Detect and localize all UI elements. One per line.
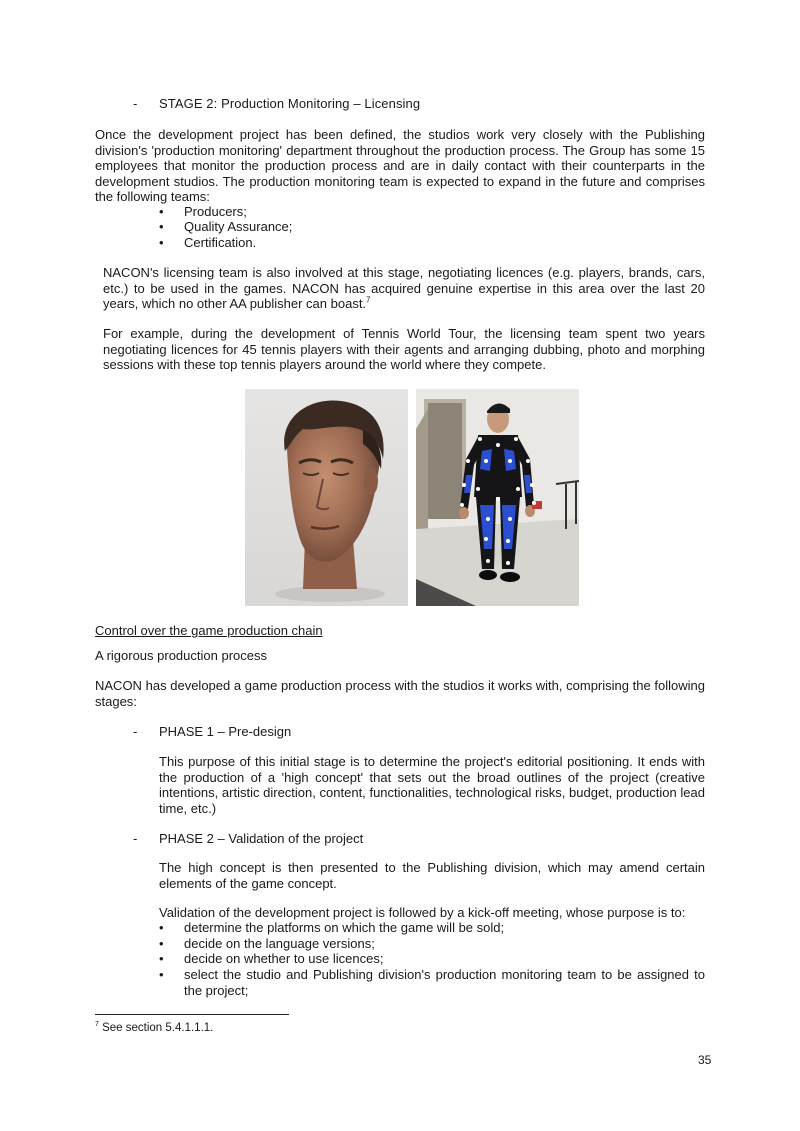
list-item [159,936,705,952]
phase2-heading: PHASE 2 – Validation of the project [159,831,364,846]
bullet-icon: • [159,204,164,219]
motion-capture-image [416,389,579,606]
kickoff-item: select the studio and Publishing division's production monitoring team to be assigned to the project; [184,967,705,998]
phase1-dash: - [133,724,138,739]
example-paragraph: For example, during the development of Tennis World Tour, the licensing team spent two years negotiating licences for 45 tennis players with their agents and arranging dubbing, photo and morphing sessions with these top tennis players around the world where they compete. [103,326,705,372]
kickoff-item: decide on the language versions; [184,936,375,951]
phase2-text1: The high concept is then presented to the Publishing division, which may amend certain elements of the game concept. [159,860,705,891]
footnote-ref[interactable]: 7 [366,295,371,305]
bullet-icon: • [159,967,164,982]
stage2-heading: STAGE 2: Production Monitoring – Licensing [159,96,421,111]
page-number: 35 [698,1053,712,1067]
control-heading: Control over the game production chain [95,623,323,638]
bullet-icon: • [159,920,164,935]
footnote-text: See section 5.4.1.1.1. [102,1021,214,1034]
bullet-icon: • [159,951,164,966]
phase2-dash: - [133,831,138,846]
phase1-text: This purpose of this initial stage is to determine the project's editorial positioning. It ends with the production of a 'high concept' that sets out the broad outlines of the project (creative intentions, artistic direction, content, functionalities, technological risks, budget, production lead time, etc.) [159,754,705,816]
licensing-text: NACON's licensing team is also involved at this stage, negotiating licences (e.g. players, brands, cars, etc.) to be used in the games. NACON has acquired genuine expertise in this area over the last 20 years, which no other AA publisher can boast. [103,265,705,311]
team-item: Certification. [184,235,257,250]
control-intro: NACON has developed a game production process with the studios it works with, comprising the following stages: [95,678,705,709]
kickoff-item: decide on whether to use licences; [184,951,384,966]
face-render-photo [245,389,408,606]
list-item [159,920,705,936]
stage2-paragraph: Once the development project has been defined, the studios work very closely with the Publishing division's 'production monitoring' department throughout the production process. The Group has some 15 employees that monitor the production process and are in daily contact with their counterparts in the development studios. The production monitoring team is expected to expand in the future and comprises the following teams: [95,127,705,204]
list-item [159,204,559,220]
phase2-text2: Validation of the development project is followed by a kick-off meeting, whose purpose is to: [159,905,686,920]
stage2-dash: - [133,96,138,111]
bullet-icon: • [159,235,164,250]
footnote [95,1021,213,1034]
licensing-paragraph [103,265,705,312]
list-item [159,219,559,235]
phase1-heading: PHASE 1 – Pre-design [159,724,292,739]
kickoff-item: determine the platforms on which the game will be sold; [184,920,505,935]
motion-capture-photo [416,389,579,606]
bullet-icon: • [159,219,164,234]
bullet-icon: • [159,936,164,951]
list-item [159,235,559,251]
face-render-image [245,389,408,606]
team-item: Producers; [184,204,247,219]
team-item: Quality Assurance; [184,219,293,234]
footnote-number: 7 [95,1021,99,1028]
list-item [159,951,705,967]
list-item [159,967,705,999]
control-subheading: A rigorous production process [95,648,267,663]
footnote-divider [95,1014,289,1015]
